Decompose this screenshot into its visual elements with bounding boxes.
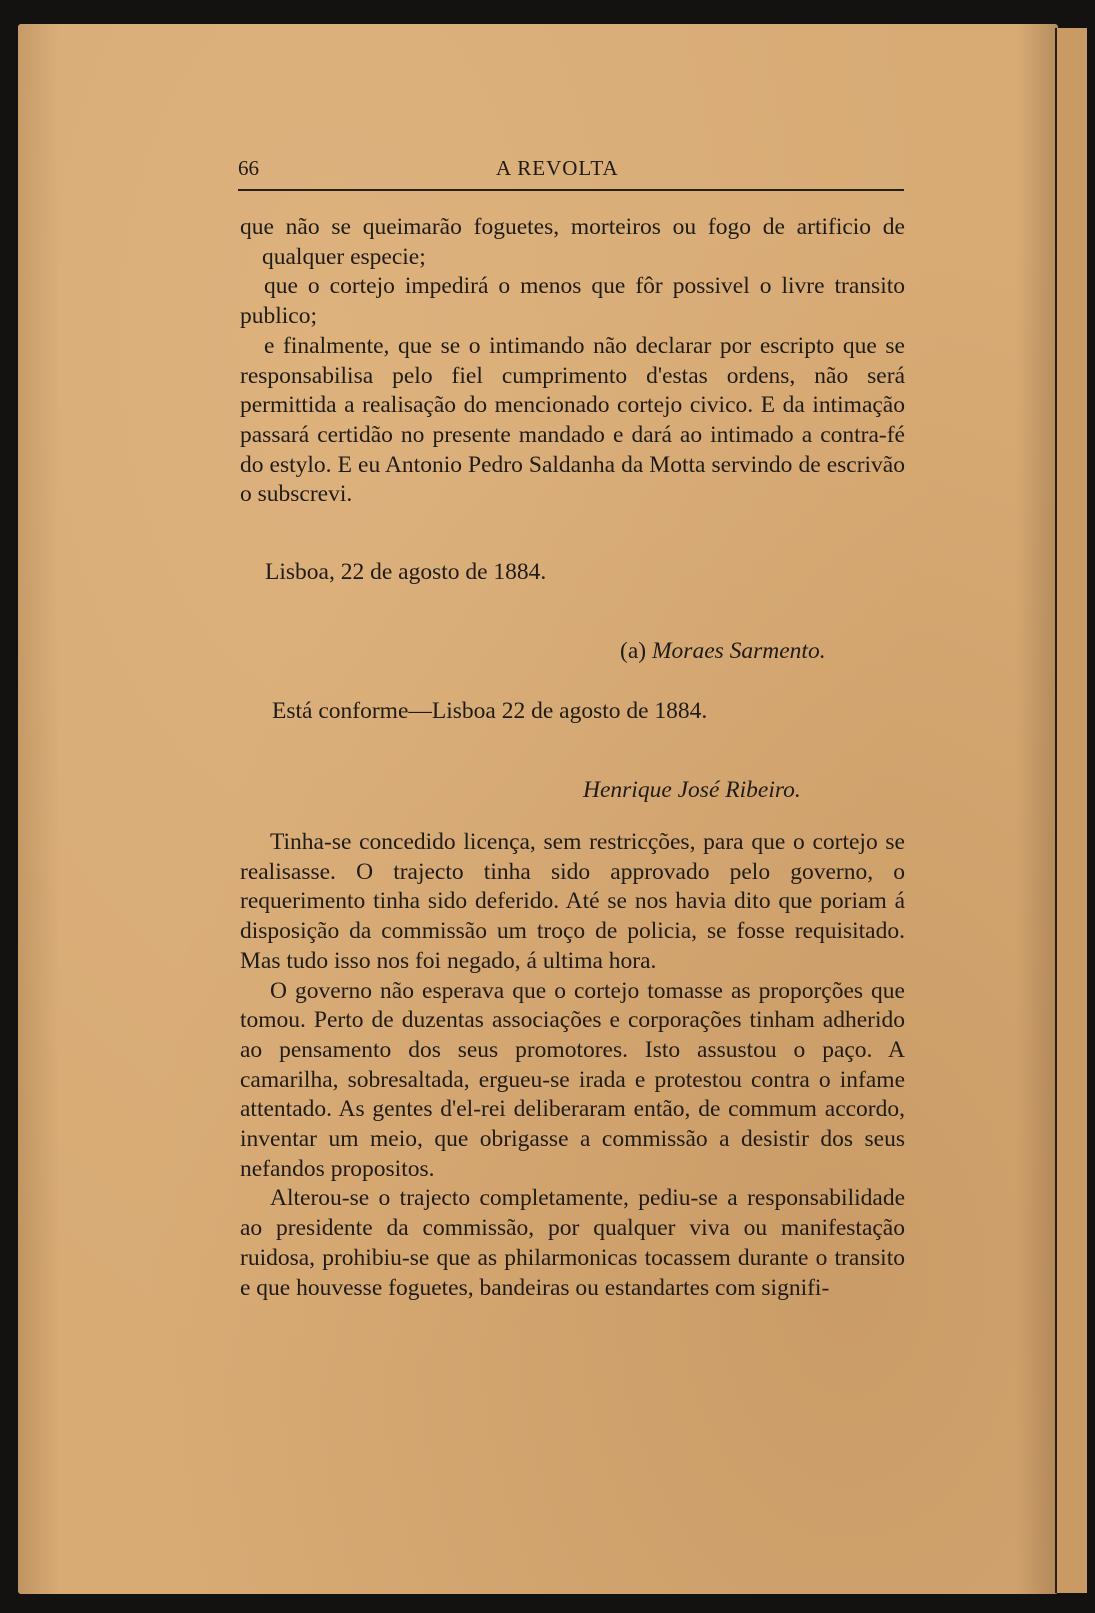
page-number: 66 (238, 156, 259, 180)
body-text (240, 828, 905, 1303)
signature-prefix: (a) (620, 638, 647, 664)
body-paragraph-2: O governo não esperava que o cortejo tomasse as proporções que tomou. Perto de duzentas associações e corporações tinham adherido ao pensamento dos seus promotores. Isto assustou o paço. A camarilha, sobresaltada, ergueu-se irada e protestou contra o infame attentado. As gentes d'el-rei deliberaram então, de commum accordo, inventar um meio, que obrigasse a commissão a desistir dos seus nefandos propositos. (240, 977, 905, 1182)
page-edge (1055, 28, 1087, 1593)
body-paragraph-1: Tinha-se concedido licença, sem restricções, para que o cortejo se realisasse. O trajecto tinha sido approvado pelo governo, o requerimento tinha sido deferido. Até se nos havia dito que poriam á disposição da commissão um troço de policia, se fosse requisitado. Mas tudo isso nos foi negado, á ultima hora. (240, 829, 905, 974)
signature (620, 638, 826, 665)
decree-paragraph-1: que não se queimarão foguetes, morteiros ou fogo de artificio de qualquer especie; (240, 214, 905, 270)
decree-paragraph-2: que o cortejo impedirá o menos que fôr possivel o livre transito publico; (240, 273, 905, 330)
running-header (238, 156, 904, 192)
body-paragraph-3: Alterou-se o trajecto completamente, pediu-se a responsabilidade ao presidente da commissão, por qualquer viva ou manifestação ruidosa, prohibiu-se que as philarmonicas tocassem durante o transito e que houvesse foguetes, bandeiras ou estandartes com signifi- (240, 1185, 905, 1301)
running-title: A REVOLTA (496, 156, 619, 180)
decree-paragraph-3: e finalmente, que se o intimando não declarar por escripto que se responsabilisa pelo fiel cumprimento d'estas ordens, não será permittida a realisação do mencionado cortejo civico. E da intimação passará certidão no presente mandado e dará ao intimado a contra-fé do estylo. E eu Antonio Pedro Saldanha da Motta servindo de escrivão o subscrevi. (240, 332, 905, 508)
date-line: Lisboa, 22 de agosto de 1884. (265, 559, 547, 585)
signature-name: Moraes Sarmento. (651, 638, 826, 664)
header-rule (238, 189, 904, 191)
decree-text (240, 213, 905, 510)
conformity-line: Está conforme—Lisboa 22 de agosto de 1884. (272, 698, 708, 724)
certifier-signature: Henrique José Ribeiro. (583, 777, 801, 803)
